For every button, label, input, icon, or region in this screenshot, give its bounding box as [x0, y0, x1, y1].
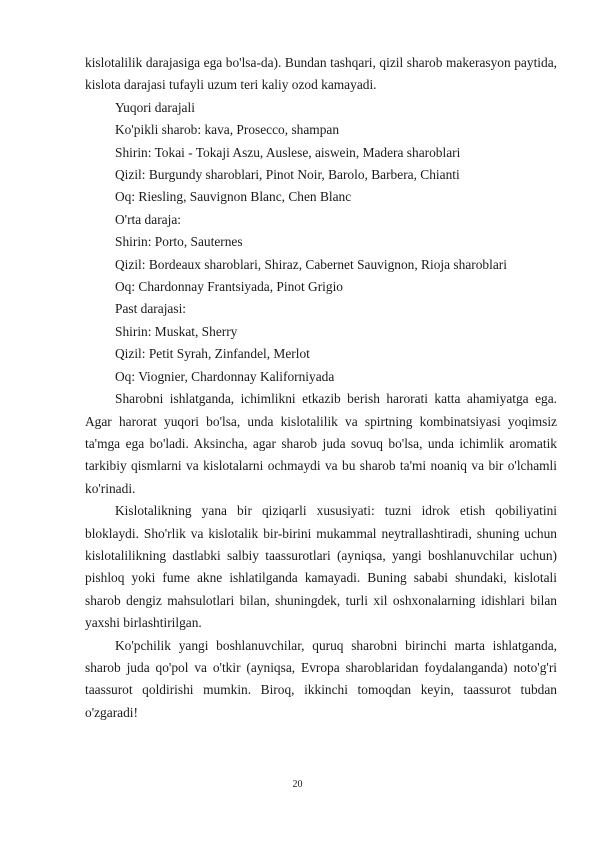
list-item-red-high: Qizil: Burgundy sharoblari, Pinot Noir, Barolo, Barbera, Chianti — [115, 167, 460, 183]
list-item-sweet-medium: Shirin: Porto, Sauternes — [115, 234, 243, 250]
body-paragraph-salt: Kislotalikning yana bir qiziqarli xususiyati: tuzni idrok etish qobiliyatini bloklaydi. Sho'rlik va kislotalik bir-birini mukammal neytrallashtiradi, shuning uchun kislotalilikning dastlabki salbiy taassurotlari (ayniqsa, yangi boshlanuvchilar uchun) pishloq yoki fume akne ishlatilganda kamayadi. Buning sababi shundaki, kislotali sharob dengiz mahsulotlari bilan, shuningdek, turli xil oshxonalarning idishlari bilan yaxshi birlashtirilgan. — [85, 503, 557, 631]
list-item-white-low: Oq: Viognier, Chardonnay Kaliforniyada — [115, 368, 335, 384]
list-item-red-low: Qizil: Petit Syrah, Zinfandel, Merlot — [115, 346, 310, 362]
page-number: 20 — [292, 779, 303, 790]
document-page — [85, 52, 557, 724]
list-item-red-medium: Qizil: Bordeaux sharoblari, Shiraz, Cabernet Sauvignon, Rioja sharoblari — [115, 256, 507, 272]
list-item-white-medium: Oq: Chardonnay Frantsiyada, Pinot Grigio — [115, 279, 343, 295]
level-heading-low: Past darajasi: — [115, 301, 187, 317]
level-heading-medium: O'rta daraja: — [115, 211, 181, 227]
list-item-white-high: Oq: Riesling, Sauvignon Blanc, Chen Blanc — [115, 189, 352, 205]
intro-paragraph: kislotalilik darajasiga ega bo'lsa-da). Bundan tashqari, qizil sharob makerasyon paytida, kislota darajasi tufayli uzum teri kaliy ozod kamayadi. — [85, 55, 557, 93]
body-paragraph-beginners: Ko'pchilik yangi boshlanuvchilar, quruq sharobni birinchi marta ishlatganda, sharob juda qo'pol va o'tkir (ayniqsa, Evropa sharoblaridan foydalanganda) noto'g'ri taassurot qoldirishi mumkin. Biroq, ikkinchi tomoqdan keyin, taassurot tubdan o'zgaradi! — [85, 637, 557, 720]
list-item-sweet-high: Shirin: Tokai - Tokaji Aszu, Auslese, aiswein, Madera sharoblari — [115, 144, 461, 160]
body-paragraph-temperature: Sharobni ishlatganda, ichimlikni etkazib berish harorati katta ahamiyatga ega. Agar harorat yuqori bo'lsa, unda kislotalilik va spirtning kombinatsiyasi yoqimsiz ta'mga ega bo'ladi. Aksincha, agar sharob juda sovuq bo'lsa, unda ichimlik aromatik tarkibiy qismlarni va kislotalarni ochmaydi va bu sharob ta'mi noaniq va bir o'lchamli ko'rinadi. — [85, 391, 557, 496]
list-item-sweet-low: Shirin: Muskat, Sherry — [115, 323, 238, 339]
list-item-sparkling-high: Ko'pikli sharob: kava, Prosecco, shampan — [115, 122, 340, 138]
level-heading-high: Yuqori darajali — [115, 99, 195, 115]
